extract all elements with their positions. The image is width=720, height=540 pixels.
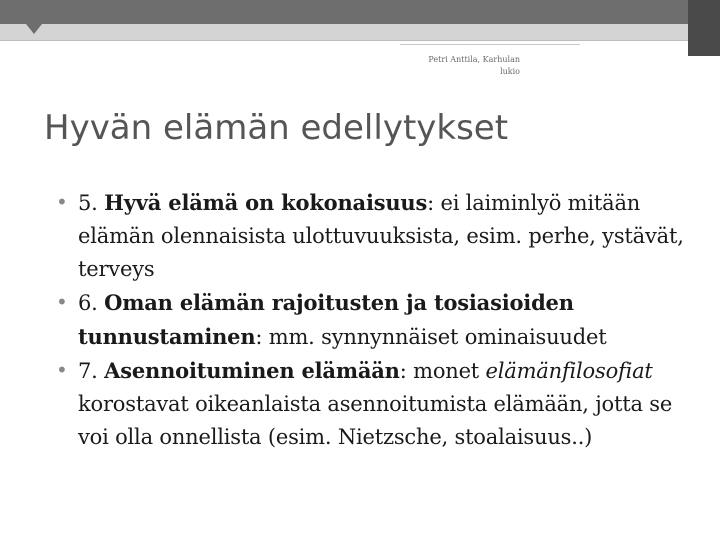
bullet-italic-text: elämänfilosofiat [485,359,653,383]
bullet-number: 7. [78,359,105,383]
header-divider [400,44,580,45]
author-credit [400,54,520,78]
bullet-dot-icon: • [56,290,68,314]
bullet-bold-text: Asennoituminen elämään [104,358,400,383]
author-line-1: Petri Anttila, Karhulan [428,55,520,64]
bullet-item-6 [56,286,696,354]
bullet-number: 5. [78,191,105,215]
top-stripe [0,24,688,40]
bullet-bold-text: Oman elämän rajoitusten ja tosiasioiden tunnustaminen [78,290,574,349]
bullet-number: 6. [78,291,105,315]
tab-notch-decoration [26,24,42,34]
top-bar [0,0,720,24]
top-bar-corner-block [688,0,720,56]
bullet-bold-text: Hyvä elämä on kokonaisuus [104,190,428,215]
bullet-text: : ei laiminlyö mitään elämän olennaisista ulottuvuuksista, esim. perhe, ystävät, terveys [78,191,684,281]
bullet-text: : monet [399,359,486,383]
bullet-item-7 [56,354,696,454]
bullet-text: : mm. synnynnäiset ominaisuudet [255,325,607,349]
bullet-item-5 [56,186,696,286]
bullet-dot-icon: • [56,358,68,382]
author-line-2: lukio [500,67,520,76]
top-stripe-edge [0,40,688,41]
bullet-list [56,186,696,454]
bullet-text: korostavat oikeanlaista asennoitumista elämään, jotta se voi olla onnellista (esim. Nietzsche, stoalaisuus..) [78,392,673,449]
slide-title: Hyvän elämän edellytykset [44,108,509,148]
bullet-dot-icon: • [56,190,68,214]
